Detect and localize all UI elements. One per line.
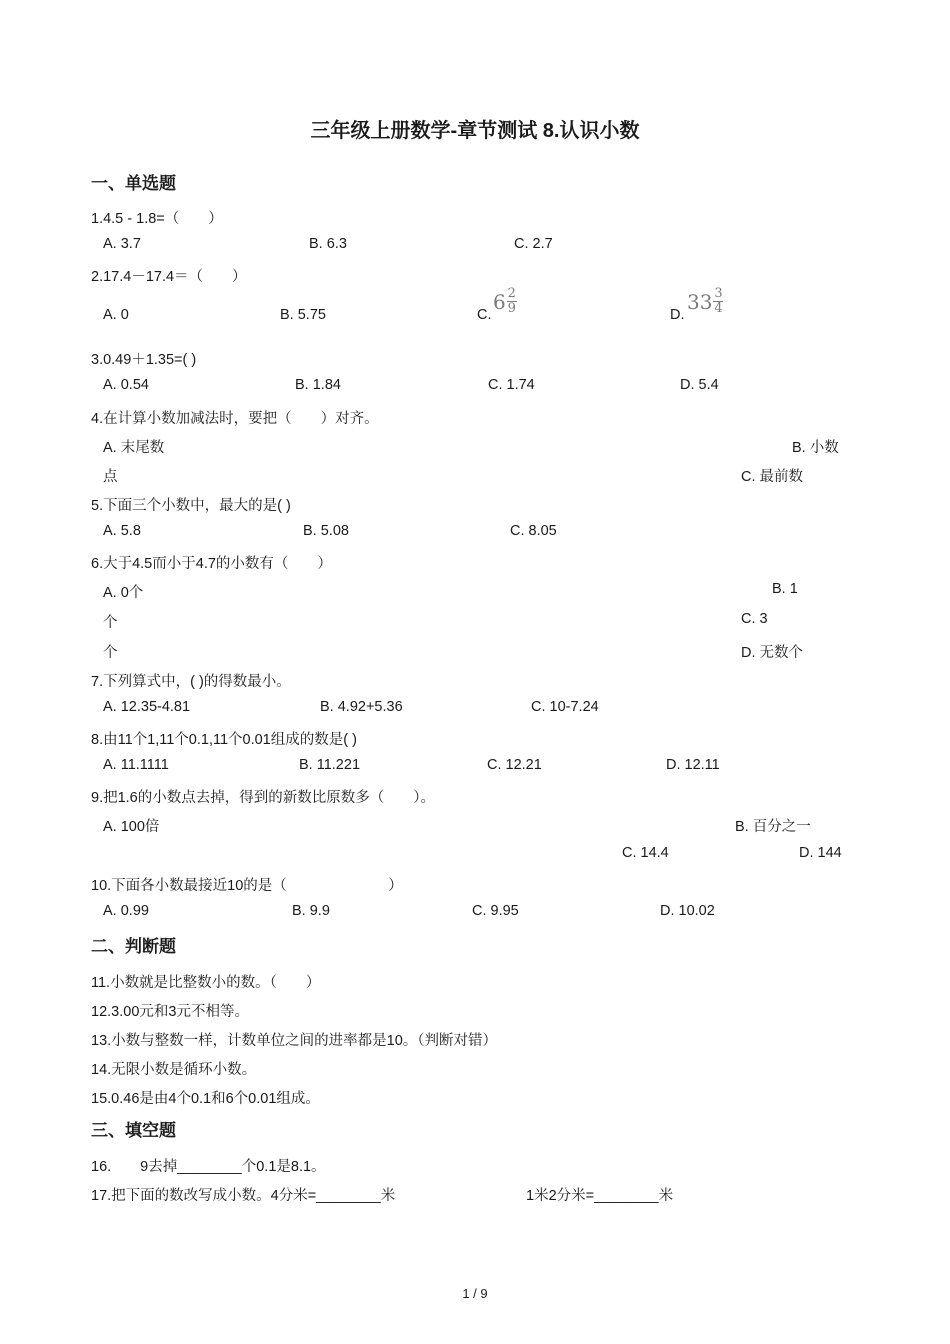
- fraction-part: [507, 288, 517, 315]
- question-10-option-c[interactable]: C. 9.95: [472, 903, 519, 919]
- question-9-option-d[interactable]: D. 144: [799, 845, 842, 861]
- fraction-denominator: 9: [507, 301, 516, 316]
- question-6-option-c-wrap: 个: [103, 645, 118, 661]
- question-6-option-b[interactable]: B. 1: [772, 581, 798, 597]
- fraction-whole: 33: [687, 289, 713, 314]
- question-6-option-a[interactable]: A. 0个: [103, 585, 144, 601]
- page-number: 1 / 9: [462, 1286, 488, 1301]
- question-6-option-c[interactable]: C. 3: [741, 611, 768, 627]
- question-4-option-a-wrap: 点: [103, 469, 118, 485]
- section-heading-fill-in: 三、填空题: [91, 1121, 176, 1140]
- fill-question-16: 16. 9去掉________个0.1是8.1。: [91, 1159, 326, 1175]
- question-3-option-c[interactable]: C. 1.74: [488, 377, 535, 393]
- section-heading-single-choice: 一、单选题: [91, 174, 176, 193]
- question-3-option-b[interactable]: B. 1.84: [295, 377, 341, 393]
- question-1-option-b[interactable]: B. 6.3: [309, 236, 347, 252]
- question-4-option-a[interactable]: A. 末尾数: [103, 440, 165, 456]
- question-6-option-d[interactable]: D. 无数个: [741, 645, 804, 661]
- question-9-option-a[interactable]: A. 100倍: [103, 819, 160, 835]
- question-3-option-d[interactable]: D. 5.4: [680, 377, 719, 393]
- question-2-option-b[interactable]: B. 5.75: [280, 307, 326, 323]
- fill-question-17-part-2: 1米2分米=________米: [526, 1188, 674, 1204]
- fraction-whole: 6: [493, 289, 506, 314]
- question-5-option-c[interactable]: C. 8.05: [510, 523, 557, 539]
- fraction-numerator: 2: [507, 286, 516, 301]
- question-9-option-b[interactable]: B. 百分之一: [735, 819, 811, 835]
- page-title: 三年级上册数学-章节测试 8.认识小数: [310, 120, 640, 142]
- question-10-option-d[interactable]: D. 10.02: [660, 903, 715, 919]
- question-10-stem: 10.下面各小数最接近10的是（ ）: [91, 878, 403, 894]
- judge-question-12: 12.3.00元和3元不相等。: [91, 1004, 249, 1020]
- judge-question-14: 14.无限小数是循环小数。: [91, 1062, 257, 1078]
- question-3-option-a[interactable]: A. 0.54: [103, 377, 149, 393]
- judge-question-11: 11.小数就是比整数小的数。（ ）: [91, 975, 321, 991]
- question-1-stem: 1.4.5 - 1.8=（ ）: [91, 211, 223, 227]
- question-7-option-c[interactable]: C. 10-7.24: [531, 699, 599, 715]
- judge-question-13: 13.小数与整数一样，计数单位之间的进率都是10。（判断对错）: [91, 1033, 498, 1049]
- section-heading-true-false: 二、判断题: [91, 937, 176, 956]
- question-10-option-b[interactable]: B. 9.9: [292, 903, 330, 919]
- question-4-option-b[interactable]: B. 小数: [792, 440, 839, 456]
- fraction-denominator: 4: [714, 301, 723, 316]
- question-5-stem: 5.下面三个小数中，最大的是( ): [91, 498, 291, 514]
- question-2-option-a[interactable]: A. 0: [103, 307, 129, 323]
- question-9-option-c[interactable]: C. 14.4: [622, 845, 669, 861]
- question-4-stem: 4.在计算小数加减法时，要把（ ）对齐。: [91, 411, 379, 427]
- question-6-stem: 6.大于4.5而小于4.7的小数有（ ）: [91, 556, 332, 572]
- question-5-option-a[interactable]: A. 5.8: [103, 523, 141, 539]
- question-7-option-b[interactable]: B. 4.92+5.36: [320, 699, 403, 715]
- judge-question-15: 15.0.46是由4个0.1和6个0.01组成。: [91, 1091, 320, 1107]
- question-1-option-a[interactable]: A. 3.7: [103, 236, 141, 252]
- question-3-stem: 3.0.49＋1.35=( ): [91, 352, 197, 368]
- question-2-option-c[interactable]: C.: [477, 307, 492, 323]
- question-8-stem: 8.由11个1,11个0.1,11个0.01组成的数是( ): [91, 732, 357, 748]
- question-2-option-c-fraction: [493, 288, 517, 315]
- question-8-option-c[interactable]: C. 12.21: [487, 757, 542, 773]
- fraction-numerator: 3: [714, 286, 723, 301]
- question-10-option-a[interactable]: A. 0.99: [103, 903, 149, 919]
- question-8-option-d[interactable]: D. 12.11: [666, 757, 720, 773]
- question-9-stem: 9.把1.6的小数点去掉，得到的新数比原数多（ ）。: [91, 790, 435, 806]
- question-8-option-a[interactable]: A. 11.1111: [103, 757, 169, 773]
- fill-question-17-part-1: 17.把下面的数改写成小数。4分米=________米: [91, 1188, 396, 1204]
- question-2-stem: 2.17.4－17.4＝（ ）: [91, 269, 247, 285]
- question-2-option-d-fraction: [687, 288, 723, 315]
- question-7-stem: 7.下列算式中，( )的得数最小。: [91, 674, 291, 690]
- question-5-option-b[interactable]: B. 5.08: [303, 523, 349, 539]
- question-6-option-b-wrap: 个: [103, 615, 118, 631]
- question-7-option-a[interactable]: A. 12.35-4.81: [103, 699, 191, 715]
- question-4-option-c[interactable]: C. 最前数: [741, 469, 804, 485]
- question-2-option-d[interactable]: D.: [670, 307, 685, 323]
- question-8-option-b[interactable]: B. 11.221: [299, 757, 361, 773]
- fraction-part: [713, 288, 723, 315]
- question-1-option-c[interactable]: C. 2.7: [514, 236, 553, 252]
